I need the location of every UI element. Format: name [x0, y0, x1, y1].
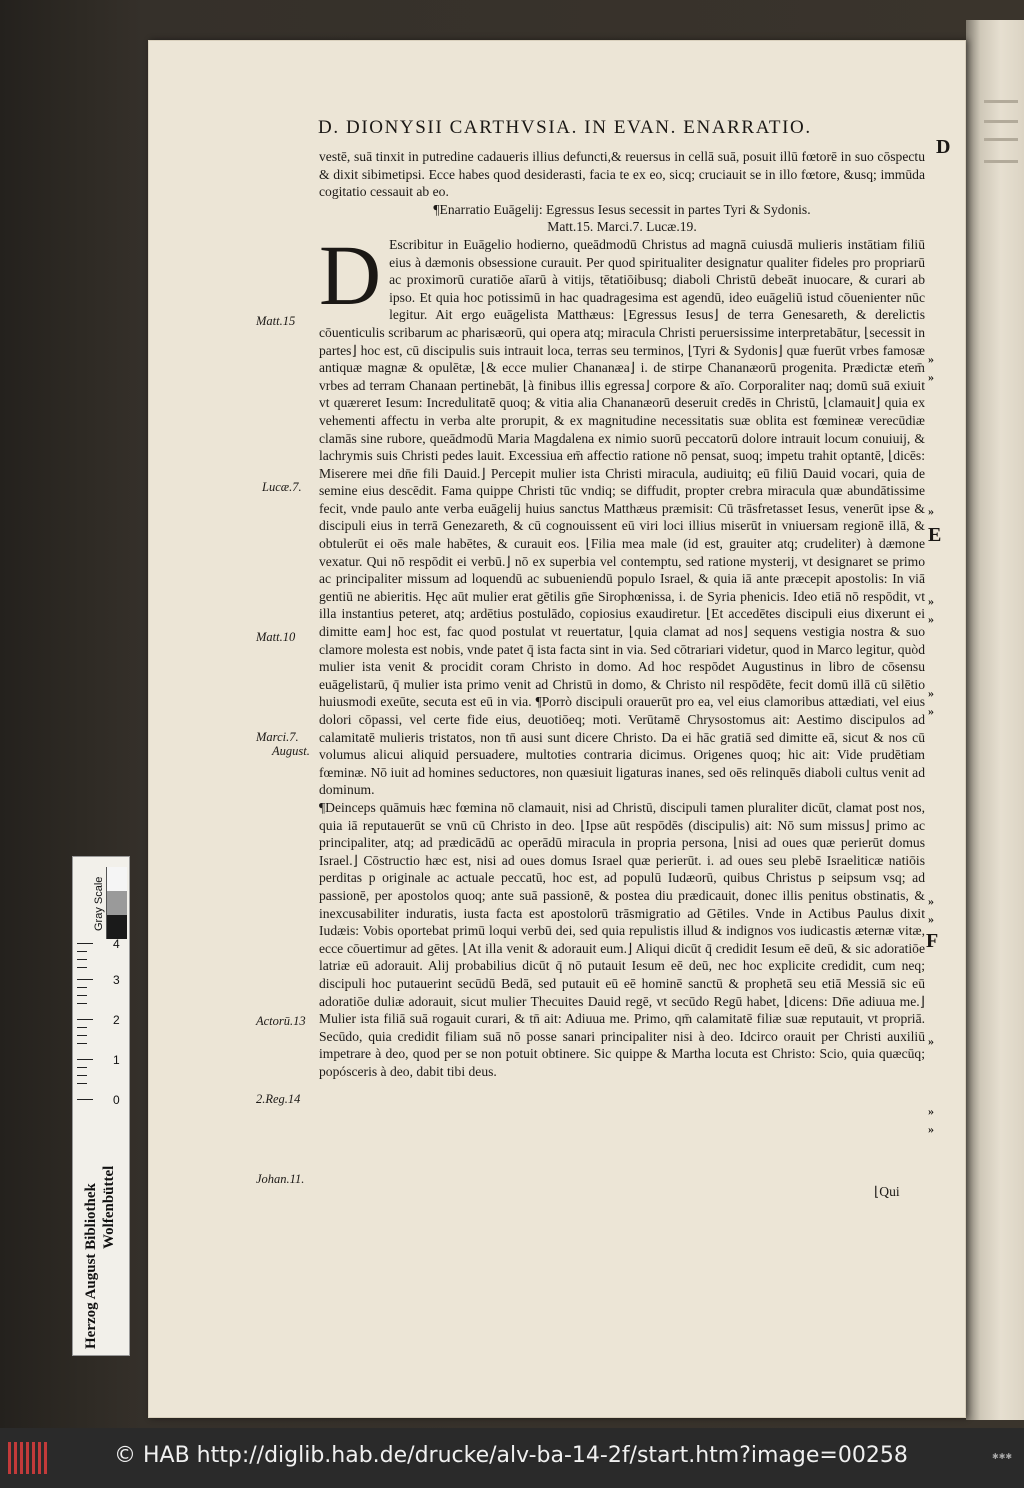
quote-mark: »	[928, 704, 934, 718]
gray-patch-white	[106, 867, 127, 891]
scale-number: 0	[113, 1093, 120, 1107]
quote-mark: »	[928, 686, 934, 700]
gray-patch-mid	[106, 891, 127, 915]
quote-mark: »	[928, 1104, 934, 1118]
margin-note: Marci.7.	[256, 730, 299, 744]
scale-number: 4	[113, 937, 120, 951]
footer-mini-mark: ✱✱✱	[992, 1452, 1013, 1461]
quote-mark: »	[928, 370, 934, 384]
margin-note: Johan.11.	[256, 1172, 305, 1186]
scale-label: Gray Scale	[93, 876, 105, 931]
gray-patch-black	[106, 915, 127, 939]
scale-number: 3	[113, 973, 120, 987]
quote-mark: »	[928, 912, 934, 926]
paragraph-deinceps: ¶Deinceps quāmuis hæc fœmina nō clamauit, nisi ad Christū, discipuli tamen pluraliter dicūt, clamat post nos, quia iā reputauerūt se vnū cū Christo in deo. ⌊Ipse aūt respōdēs (discipulis) ait: Nō sum missus⌋ primo ac principaliter, atq; ad prædicādū ac operādū miracula in propria persona, ⌊nisi ad oues quæ perierūt domus Israel.⌋ Cōstructio hæc est, nisi ad oues domus Israel quæ perierūt. i. ad oues seu plebē Israeliticæ natiōis perditas p originale ac actuale peccatū, hoc est, ad populū Iudæorū, quibus Christus p seipsum vsq; ad passionē, per apostolos quoq; ante suā passionē, & postea diu prædicauit, donec illis penitus obstinatis, & inexcusabiliter induratis, iusta facta est apostolorū trāsmigratio ad Gētiles. Vnde in Actibus Paulus dixit Iudæis: Vobis oportebat primū loqui verbū dei, sed quia repulistis illud & indignos vos iudicastis æternæ vitæ, ecce cōuertimur ad gētes. ⌊At illa venit & adorauit eum.⌋ Aliqui dicūt q̄ credidit Iesum eē deū, & sic adoratiōe latriæ eū adorauit. Alij probabilius dicūt q̄ nō putauit Iesum eē deū, nec hoc explicite credidit, cum neq; discipuli hoc putauerint secūdū Bedā, sed putauit eū eē hominē sanctū & prophetā seu etiā Messiā sic eū adoratiōe duliæ adorauit, sicut mulier Thecuites Dauid regē, vt secūdo Regū habet, ⌊dicens: Dn̄e adiuua me.⌋ Mulier ista filiā suā rogauit curari, & tn̄ ait: Adiuua me. Primo, qm̄ calamitatē filiæ suæ reputauit, vt propriā. Secūdo, quia credidit filiam suā nō posse sanari principaliter nisi à deo. Idcirco orauit per Christi auxiliū impetrare à deo, quod per se non potuit obtinere. Sic quippe & Martha locuta est Christo: Scio, quia quæcūq; popósceris à deo, dabit tibi deus.	[319, 799, 925, 1079]
margin-note: Matt.15	[256, 314, 296, 328]
drop-cap: D	[319, 226, 382, 323]
margin-note: August.	[272, 744, 310, 758]
quote-mark: »	[928, 894, 934, 908]
scale-institution-text: Herzog August Bibliothek	[83, 1183, 99, 1349]
margin-note: Lucæ.7.	[262, 480, 302, 494]
footer-url-text[interactable]: © HAB http://diglib.hab.de/drucke/alv-ba-14-2f/start.htm?image=00258	[114, 1443, 908, 1468]
main-text-column	[319, 148, 925, 1080]
margin-note: Matt.10	[256, 630, 296, 644]
scale-place-text: Wolfenbüttel	[101, 1165, 117, 1249]
adjacent-page-edge	[966, 20, 1024, 1420]
paragraph-continuation: vestē, suā tinxit in putredine cadaueris illius defuncti,& reuersus in cellā suā, posuit illū fœtorē in suo cōspectu & dixit sibimetipsi. Ecce habes quod desiderasti, facia te ex eo, sicq; cruciauit se in illo fœtore, &usq; immūda cogitatio cessauit ab eo.	[319, 149, 925, 200]
scale-number: 1	[113, 1053, 120, 1067]
footer-bar	[0, 1428, 1024, 1488]
signature-mark-d: D	[936, 136, 951, 158]
catchword: ⌊Qui	[874, 1184, 900, 1199]
quote-mark: »	[928, 594, 934, 608]
scale-number: 2	[113, 1013, 120, 1027]
quote-mark: »	[928, 352, 934, 366]
quote-mark: »	[928, 1034, 934, 1048]
quote-mark: »	[928, 612, 934, 626]
margin-note: 2.Reg.14	[256, 1092, 301, 1106]
quote-mark: »	[928, 504, 934, 518]
margin-note: Actorū.13	[256, 1014, 306, 1028]
signature-mark-e: E	[928, 524, 942, 546]
quote-mark: »	[928, 1122, 934, 1136]
hab-logo-icon	[8, 1442, 50, 1474]
section-reference: Matt.15. Marci.7. Lucæ.19.	[547, 219, 697, 235]
paragraph-main-text: Escribitur in Euāgelio hodierno, queādmodū Christus ad magnā cuiusdā mulieris instātiam filiū eius à dæmonis obsessione curauit. Per quod spiritualiter designatur qualiter fideles pro propriarū ac proximorū curatiōe aīarū à vitijs, tētatiōibusq; diaboli Christū debeāt inuocare, & curari ab ipso. Et quia hoc potissimū in hac quadragesima est agendū, ideo euāgeliū istud cōuenienter nūc legitur. Ait ergo euāgelista Matthæus: ⌊Egressus Iesus⌋ de terra Genesareth, & derelictis cōuenticulis scribarum ac pharisæorū, qui opera atq; miracula Christi peruersissime interpretabātur, ⌊secessit in partes⌋ hoc est, cū discipulis suis intrauit loca, terras seu terminos, ⌊Tyri & Sydonis⌋ quæ fuerūt vrbes famosæ antiquæ magnæ & opulētæ, ⌊& ecce mulier Chananæa⌋ i. de stirpe Chananæorū progenita. Prædictæ etem̄ vrbes ad terram Chanaan pertinebāt, ⌊à finibus illis egressa⌋ corpore & aīo. Corporaliter naq; domū suā exiuit vt quæreret Iesum: Incredulitatē quoq; & vitia alia Chananæorū deseruit credēs in Christū, ⌊clamauit⌋ quia ex vehementi affectu in verba alte prorupit, & ex magnitudine necessitatis suæ oblita est fœmineæ verecūdiæ clamās sine rubore, queādmodū Maria Magdalena ex nimio suorū peccatorū dolore intrauit locum conuiuij, & lachrymis suis Christi pedes lauit. Excessiua em̄ affectio ratione nō pensat, suoq; impetu trahit optantē, ⌊dicēs: Miserere mei dn̄e fili Dauid.⌋ Percepit mulier ista Christi miracula, audiuitq; eū filiū Dauid vocari, quia de semine eius descēdit. Fama quippe Christi tūc vndiq; se diffudit, propter crebra miracula quæ abundātissime fecit, vnde paulo ante verba euāgelij huius sanctus Matthæus præmisit: Cū trāsfretasset Iesus, venerūt ipse & discipuli eius in terrā Genezareth, & cū cognouissent eū viri loci illius miserūt in vniuersam regionē illā, & obtulerūt ei oēs male habētes, & curauit eos. ⌊Filia mea male (id est, grauiter atq; crudeliter) à dæmone vexatur. Qui nō respōdit ei verbū.⌋ nō ex superbia vel contemptu, sed ratione mysterij, vt designaret se primo ac principaliter missum ad loquendū ac subueniendū populo Israel, & quia iā ante præcepit apostolis: In viā gentiū ne abieritis. Hęc aūt mulier erat gētilis gn̄e Sirophœnissa, i. de Syria phenicis. Ideo etiā nō respōdit, vt illa instantius peteret, atq; ardētius postulādo, copiosius exaudiretur. ⌊Et accedētes discipuli eius dixerunt ei dimitte eam⌋ hoc est, fac quod postulat vt reuertatur, ⌊quia clamat ad nos⌋ sequens vestigia nostra & suo clamore molesta est nobis, vnde patet q̄ ista facta sint in via. Sed cōtrariari videtur, quod in Marco legitur, quòd mulier ista venit & procidit coram Christo in domo. Ad hoc respōdet Augustinus in libro de cōsensu euāgelistarū, q̄ mulier ista primo venit ad Christū in domo, & Christo nil respōdēte, fecit domū illā cū silētio huiusmodi exeūte, secuta est eū in via. ¶Porrò discipuli orauerūt pro ea, vel eius clamoribus attædiati, vel eius dolori cōpassi, vel certe fide eius, deuotiōeq; moti. Verūtamē Chrysostomus ait: Aestimo discipulos ad calamitatē mulieris tristatos, non tn̄ ausi sunt dicere Christo. Da ei hāc gratiā sed dimitte eā, sicut & nos cū volumus alicui aliquid persuadere, multoties contraria dicimus. Origenes quoq; hic ait: Vide prudētiam fœminæ. Nō iuit ad homines seductores, non quæsiuit ligaturas inanes, sed oēs relinquēs diaboli cultus venit ad dominum.	[319, 236, 925, 798]
section-heading: ¶Enarratio Euāgelij: Egressus Iesus secessit in partes Tyri & Sydonis.	[433, 201, 811, 217]
running-head: D. DIONYSII CARTHVSIA. IN EVAN. ENARRATIO.	[318, 117, 812, 138]
signature-mark-f: F	[926, 930, 939, 952]
gray-scale-strip	[72, 856, 130, 1356]
